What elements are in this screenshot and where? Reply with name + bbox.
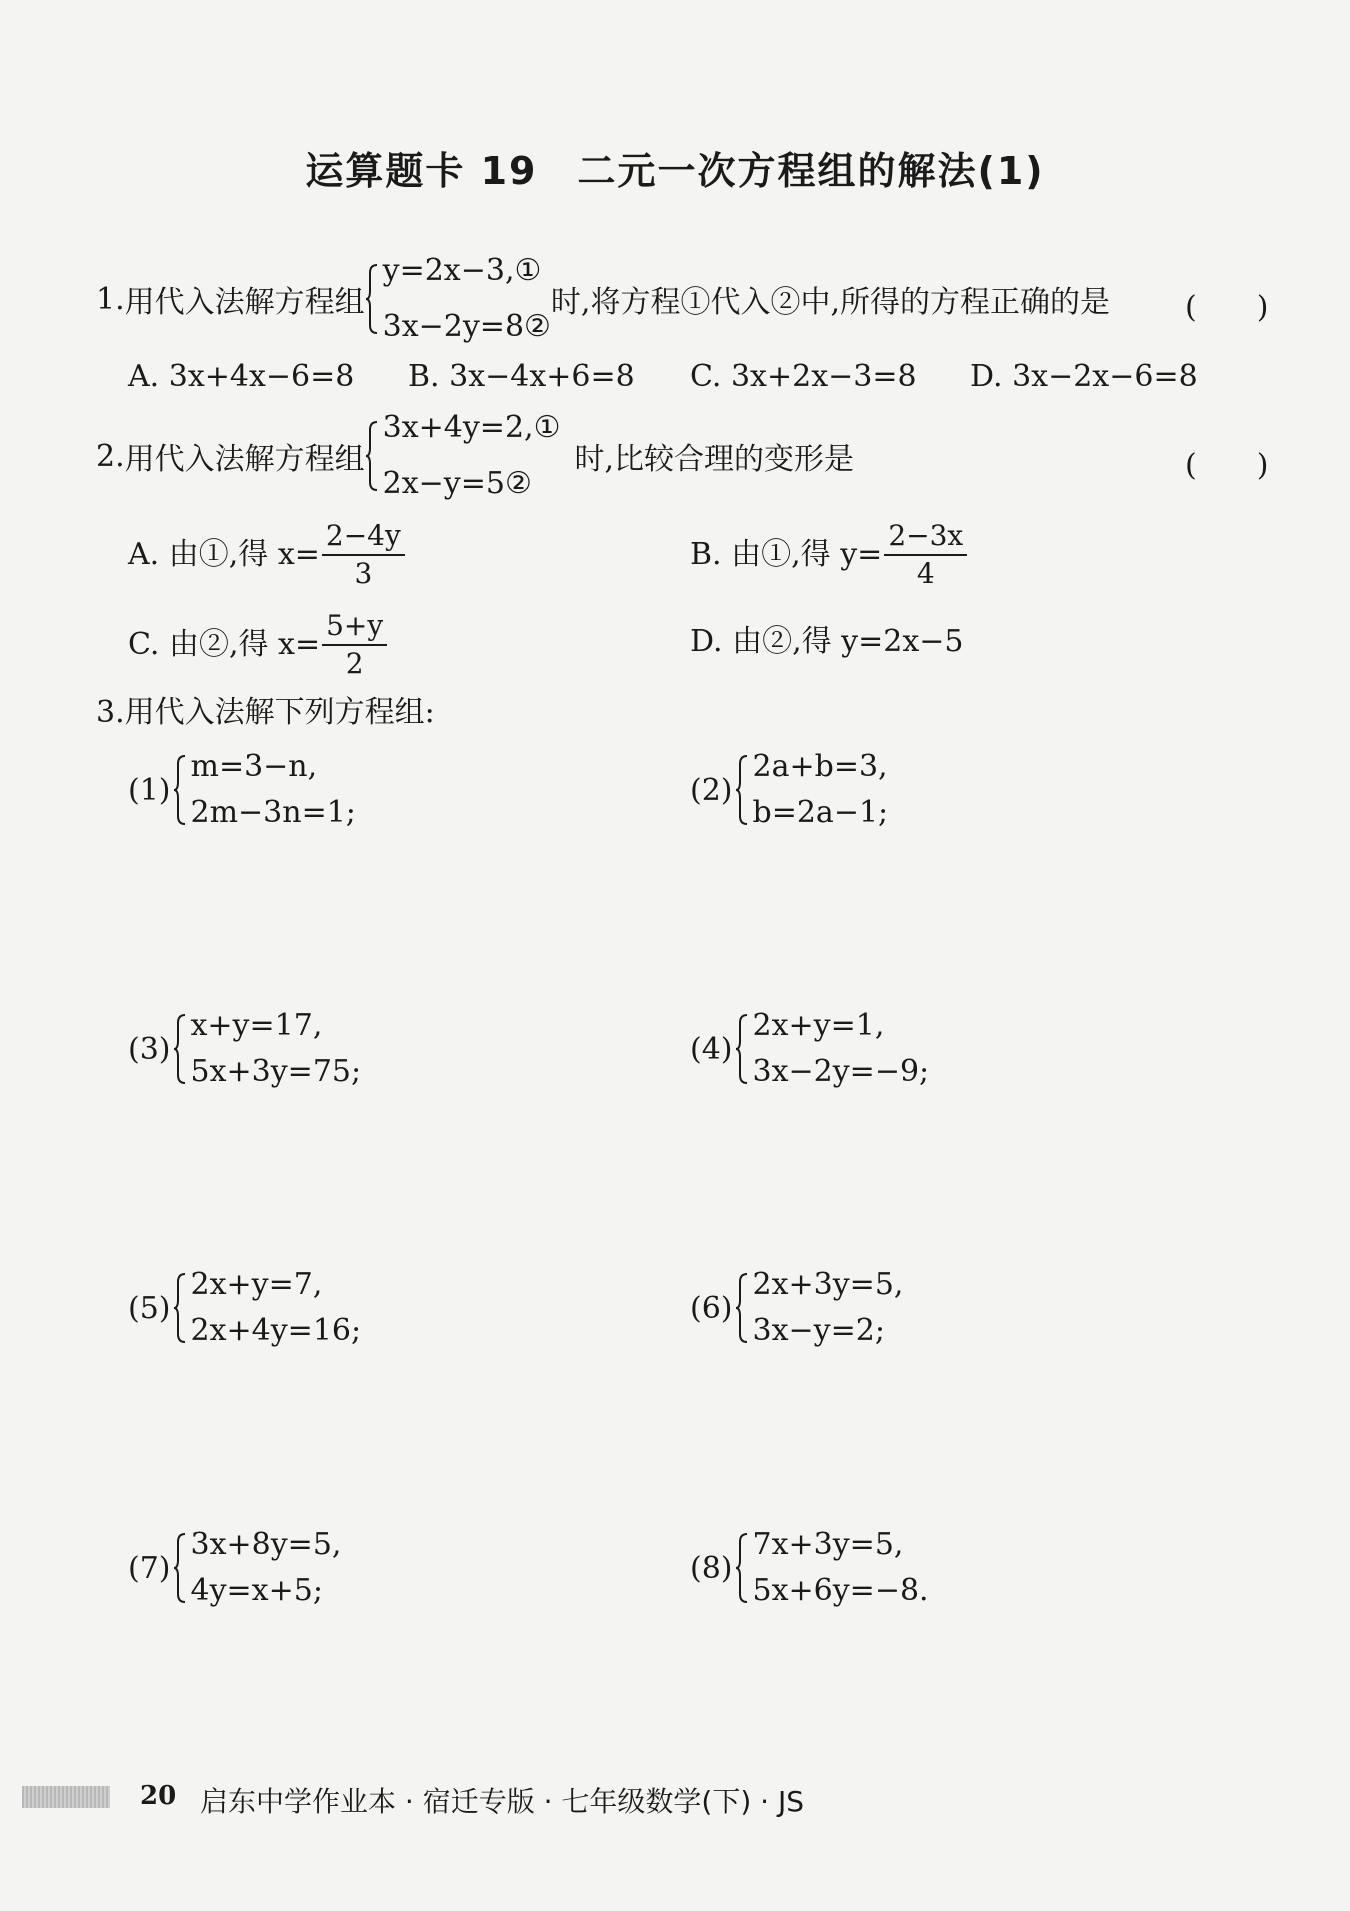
- brace-icon: [365, 420, 379, 492]
- q1-stem-before: 用代入法解方程组: [124, 285, 365, 320]
- q1-stem: [96, 253, 1110, 344]
- q2-answer-blank[interactable]: ( ): [1185, 448, 1269, 483]
- brace-icon: [173, 1272, 187, 1344]
- q3-system-3: (3) x+y=17, 5x+3y=75;: [128, 1008, 362, 1089]
- q3-system-4: (4) 2x+y=1, 3x−2y=−9;: [690, 1008, 930, 1089]
- book-title: 启东中学作业本 · 宿迁专版 · 七年级数学(下) · JS: [200, 1785, 804, 1818]
- q1-option-a: A. 3x+4x−6=8: [128, 359, 355, 394]
- brace-icon: [173, 1013, 187, 1085]
- q2-system: [382, 410, 561, 501]
- card-topic: 二元一次方程组的解法(1): [577, 149, 1045, 193]
- brace-icon: [735, 1013, 749, 1085]
- q2-stem: [96, 410, 855, 501]
- footer-decoration: [22, 1786, 110, 1808]
- brace-icon: [735, 1272, 749, 1344]
- page-number: 20: [140, 1781, 177, 1811]
- q2-number: 2.: [96, 438, 125, 474]
- fraction: $\frac{2-4y}{3}$: [322, 522, 405, 588]
- q2-stem-before: 用代入法解方程组: [124, 442, 365, 477]
- q1-option-c: C. 3x+2x−3=8: [690, 359, 917, 394]
- q3-system-6: (6) 2x+3y=5, 3x−y=2;: [690, 1267, 904, 1348]
- q1-eq1: y=2x−3,①: [382, 253, 542, 288]
- q1-answer-blank[interactable]: ( ): [1185, 290, 1269, 325]
- fraction: $\frac{2-3x}{4}$: [884, 522, 967, 588]
- q2-eq2: 2x−y=5②: [382, 466, 532, 501]
- q2-option-c: C. 由②,得 x= $\frac{5+y}{2}$: [128, 612, 389, 678]
- q2-option-a: A. 由①,得 x= $\frac{2-4y}{3}$: [128, 522, 407, 588]
- q3-system-2: (2) 2a+b=3, b=2a−1;: [690, 749, 889, 830]
- brace-icon: [735, 1532, 749, 1604]
- brace-icon: [365, 263, 379, 335]
- q1-option-d: D. 3x−2x−6=8: [970, 359, 1198, 394]
- q1-stem-after: 时,将方程①代入②中,所得的方程正确的是: [550, 285, 1110, 320]
- q3-system-7: (7) 3x+8y=5, 4y=x+5;: [128, 1527, 342, 1608]
- q3-system-5: (5) 2x+y=7, 2x+4y=16;: [128, 1267, 362, 1348]
- brace-icon: [173, 754, 187, 826]
- brace-icon: [735, 754, 749, 826]
- q2-eq1: 3x+4y=2,①: [382, 410, 561, 445]
- q3-system-1: (1) m=3−n, 2m−3n=1;: [128, 749, 356, 830]
- q1-system: [382, 253, 551, 344]
- q1-number: 1.: [96, 281, 125, 317]
- q2-option-d: D. 由②,得 y=2x−5: [690, 624, 964, 659]
- q3-system-8: (8) 7x+3y=5, 5x+6y=−8.: [690, 1527, 929, 1608]
- q1-option-b: B. 3x−4x+6=8: [408, 359, 635, 394]
- q3-number: 3.: [96, 695, 125, 730]
- q2-option-b: B. 由①,得 y= $\frac{2-3x}{4}$: [690, 522, 969, 588]
- page-title: [0, 140, 1350, 195]
- brace-icon: [173, 1532, 187, 1604]
- card-number: 运算题卡 19: [305, 149, 538, 193]
- q2-stem-after: 时,比较合理的变形是: [574, 442, 855, 477]
- fraction: $\frac{5+y}{2}$: [322, 612, 387, 678]
- q3-stem: 3.用代入法解下列方程组:: [96, 695, 435, 730]
- q1-eq2: 3x−2y=8②: [382, 309, 551, 344]
